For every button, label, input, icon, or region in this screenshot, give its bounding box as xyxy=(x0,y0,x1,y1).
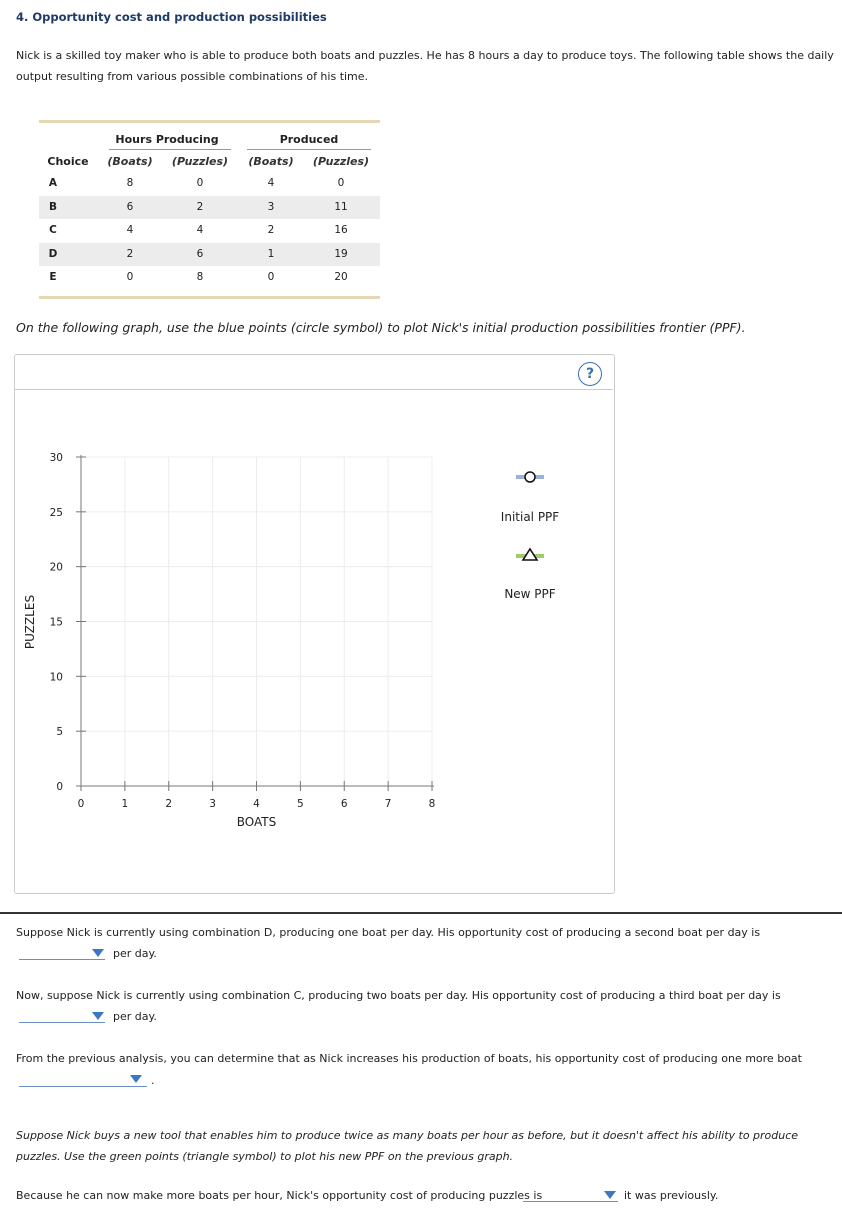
table-cell-choice: A xyxy=(48,177,58,189)
y-tick-label: 30 xyxy=(49,452,63,464)
y-tick-label: 25 xyxy=(49,506,63,519)
y-tick-label: 5 xyxy=(56,726,63,739)
y-tick-label: 0 xyxy=(56,781,63,793)
question-5-dropdown[interactable] xyxy=(523,1201,618,1202)
x-axis-label: BOATS xyxy=(236,815,277,829)
table-cell-p-puzzles: 20 xyxy=(334,271,348,283)
table-cell-p-boats: 0 xyxy=(267,271,275,283)
table-cell-h-boats: 2 xyxy=(126,247,134,260)
table-cell-choice: E xyxy=(49,271,57,283)
table-top-border xyxy=(39,120,380,123)
question-2-text: Now, suppose Nick is currently using combination C, producing two boats per day. His opportunity cost of producing a third boat per day is xyxy=(16,989,781,1002)
table-cell-h-boats: 8 xyxy=(126,177,134,189)
question-5-suffix: it was previously. xyxy=(624,1189,719,1202)
legend-initial-ppf-label: Initial PPF xyxy=(500,510,560,524)
legend-new-ppf-symbol[interactable] xyxy=(512,546,548,564)
x-tick-label: 4 xyxy=(253,798,260,810)
legend-initial-ppf-symbol[interactable] xyxy=(512,468,548,486)
x-tick-label: 0 xyxy=(77,798,85,810)
table-cell-h-puzzles: 4 xyxy=(196,224,204,236)
graph-toolbar-divider xyxy=(14,389,613,390)
table-cell-p-boats: 3 xyxy=(267,200,275,213)
header-produced-boats: (Boats) xyxy=(248,155,294,168)
x-tick-label: 7 xyxy=(384,798,392,810)
table-cell-h-boats: 6 xyxy=(126,200,134,213)
help-icon[interactable]: ? xyxy=(578,362,602,386)
header-produced: Produced xyxy=(279,133,339,146)
table-cell-p-puzzles: 16 xyxy=(334,224,348,236)
section-divider xyxy=(0,912,842,914)
question-3-suffix: . xyxy=(151,1074,155,1087)
table-cell-p-boats: 4 xyxy=(267,177,275,189)
legend-new-ppf-label: New PPF xyxy=(504,587,556,601)
y-tick-label: 15 xyxy=(49,616,63,629)
question-1-dropdown[interactable] xyxy=(19,959,105,960)
header-hours-producing: Hours Producing xyxy=(115,133,219,146)
table-cell-p-boats: 2 xyxy=(267,224,275,236)
header-choice: Choice xyxy=(47,155,89,168)
table-cell-h-puzzles: 6 xyxy=(196,247,204,260)
table-cell-h-puzzles: 0 xyxy=(196,177,204,189)
x-tick-label: 2 xyxy=(165,798,173,810)
header-hours-puzzles: (Puzzles) xyxy=(171,155,229,168)
question-3-text: From the previous analysis, you can determine that as Nick increases his production of boats, his opportunity cost of producing one more boat xyxy=(16,1052,802,1065)
production-table xyxy=(39,120,380,300)
x-tick-label: 1 xyxy=(121,798,129,810)
header-hours-boats: (Boats) xyxy=(107,155,153,168)
header-produced-puzzles: (Puzzles) xyxy=(312,155,370,168)
x-tick-label: 3 xyxy=(209,798,216,810)
table-cell-p-boats: 1 xyxy=(267,247,275,260)
graph-instruction: On the following graph, use the blue points (circle symbol) to plot Nick's initial production possibilities frontier (PPF). xyxy=(16,320,746,335)
table-cell-h-boats: 4 xyxy=(126,224,134,236)
y-tick-label: 10 xyxy=(49,671,63,684)
question-1-text: Suppose Nick is currently using combination D, producing one boat per day. His opportunity cost of producing a second boat per day is xyxy=(16,926,761,939)
table-cell-p-puzzles: 19 xyxy=(334,247,348,260)
chevron-down-icon[interactable] xyxy=(92,1012,104,1020)
chevron-down-icon[interactable] xyxy=(130,1075,142,1083)
table-bottom-border xyxy=(39,296,380,299)
question-3-dropdown[interactable] xyxy=(19,1086,147,1087)
y-axis-label: PUZZLES xyxy=(23,594,37,650)
x-tick-label: 5 xyxy=(297,798,304,810)
y-tick-label: 20 xyxy=(49,561,63,574)
table-cell-h-boats: 0 xyxy=(126,271,134,283)
table-cell-h-puzzles: 2 xyxy=(196,200,204,213)
ppf-chart[interactable] xyxy=(0,440,470,840)
table-cell-p-puzzles: 0 xyxy=(337,177,345,189)
question-4-text: Suppose Nick buys a new tool that enables him to produce twice as many boats per hour as before, but it doesn't affect his ability to produce puzzles. Use the green points (triangle symbol) to plot his new PPF on the previous graph. xyxy=(16,1129,799,1163)
chevron-down-icon[interactable] xyxy=(92,949,104,957)
circle-icon[interactable] xyxy=(525,472,535,482)
intro-text: Nick is a skilled toy maker who is able to produce both boats and puzzles. He has 8 hours a day to produce toys. The following table shows the daily output resulting from various possible combinations of his time. xyxy=(16,49,834,83)
table-cell-choice: C xyxy=(49,224,57,236)
x-tick-label: 6 xyxy=(340,798,348,810)
table-cell-p-puzzles: 11 xyxy=(334,200,348,213)
table-cell-choice: D xyxy=(48,247,58,260)
table-cell-choice: B xyxy=(48,200,57,213)
question-1-suffix: per day. xyxy=(113,947,157,960)
question-title: 4. Opportunity cost and production possibilities xyxy=(16,10,327,24)
question-5-text: Because he can now make more boats per hour, Nick's opportunity cost of producing puzzles is xyxy=(16,1189,543,1202)
x-tick-label: 8 xyxy=(428,798,436,810)
question-2-dropdown[interactable] xyxy=(19,1022,105,1023)
table-cell-h-puzzles: 8 xyxy=(196,271,204,283)
chevron-down-icon[interactable] xyxy=(604,1191,616,1199)
question-2-suffix: per day. xyxy=(113,1010,157,1023)
